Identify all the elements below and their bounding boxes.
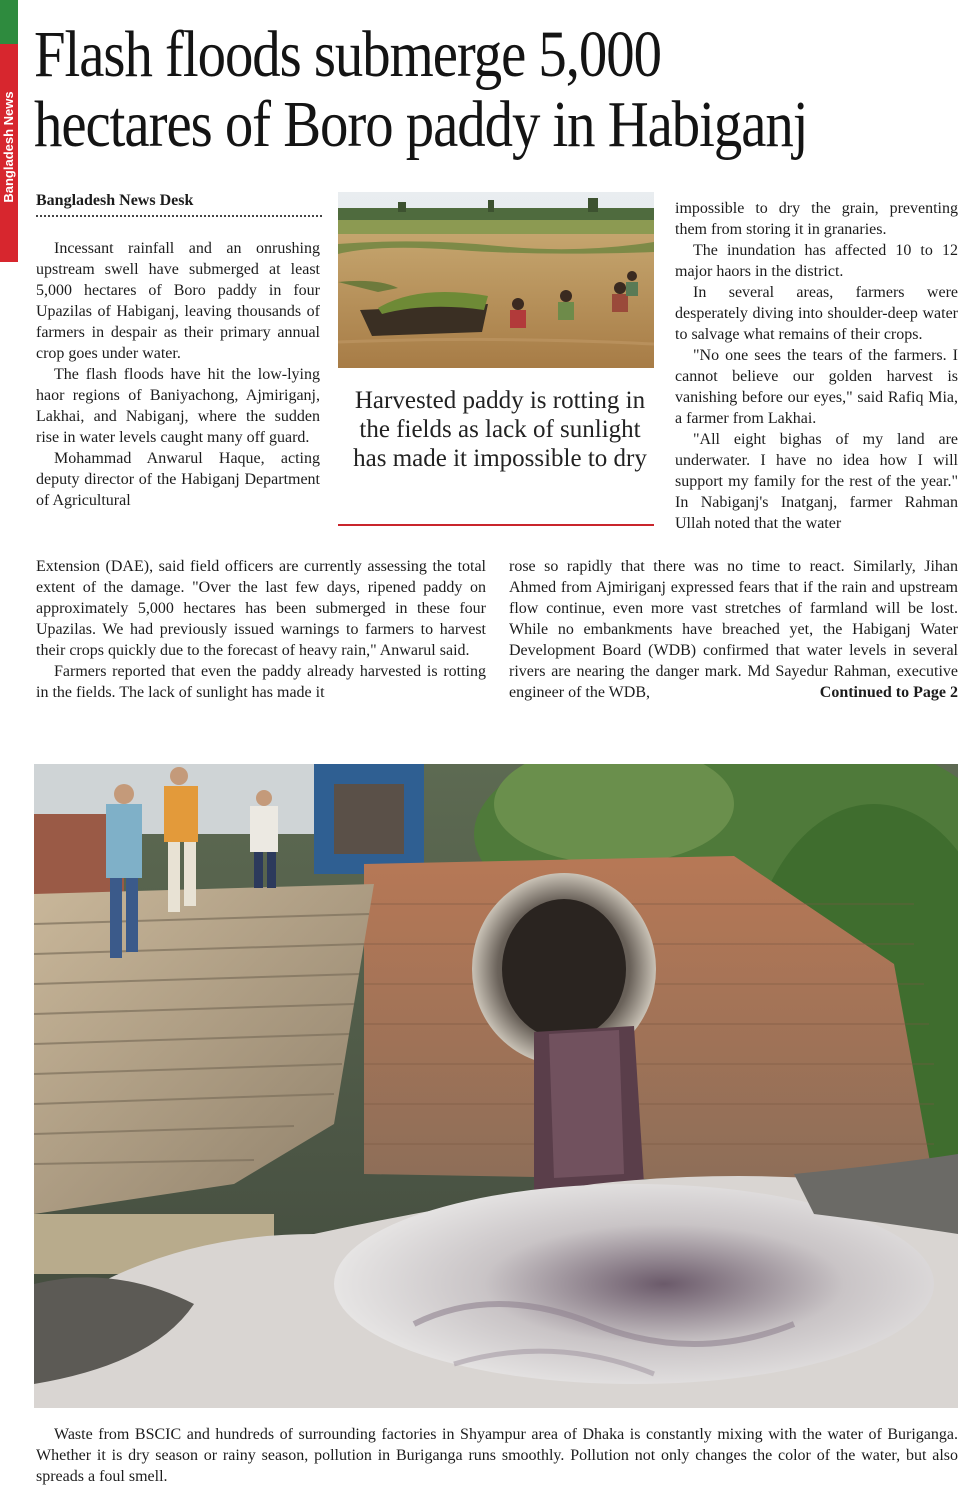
paragraph: "All eight bighas of my land are underwater. I have no idea how I will support my family for the rest of the year." In Nabiganj's Inatganj, farmer Rahman Ullah noted that the water [675, 431, 958, 532]
article-column-3 [675, 198, 958, 534]
article-column-3-continued [509, 556, 958, 703]
continued-to-page-link[interactable]: Continued to Page 2 [819, 684, 958, 701]
headline [34, 20, 834, 160]
byline-divider [36, 215, 322, 217]
paragraph: Farmers reported that even the paddy already harvested is rotting in the fields. The lack of sunlight has made it [36, 663, 486, 701]
photo-caption-text: Waste from BSCIC and hundreds of surrounding factories in Shyampur area of Dhaka is constantly mixing with the water of Buriganga. Whether it is dry season or rainy season, pollution in Buriganga runs smoothly. Pollution not only changes the color of the water, but also spreads a foul smell. [36, 1426, 958, 1485]
section-tab [0, 0, 18, 262]
paragraph: In several areas, farmers were desperately diving into shoulder-deep water to salvage what remains of their crops. [675, 284, 958, 343]
paragraph: impossible to dry the grain, preventing them from storing it in granaries. [675, 200, 958, 238]
flood-farmers-photo [338, 192, 654, 368]
paragraph: Incessant rainfall and an onrushing upstream swell have submerged at least 5,000 hectares of Boro paddy in four Upazilas of Habiganj, leaving thousands of farmers in despair as their primary annual crop goes under water. [36, 240, 320, 362]
article-column-1 [36, 238, 320, 511]
photo-caption [36, 1424, 958, 1487]
paragraph: The inundation has affected 10 to 12 major haors in the district. [675, 242, 958, 280]
headline-line-1: Flash floods submerge 5,000 [34, 18, 661, 91]
paragraph: The flash floods have hit the low-lying haor regions of Baniyachong, Ajmiriganj, Lakhai, and Nabiganj, where the sudden rise in water levels caught many off guard. [36, 366, 320, 446]
pull-quote: Harvested paddy is rotting in the fields as lack of sunlight has made it impossible to dry [353, 387, 647, 472]
headline-line-2: hectares of Boro paddy in Habiganj [34, 88, 808, 161]
pollution-photo-illustration [34, 764, 958, 1408]
article-column-1-continued [36, 556, 486, 703]
paragraph: "No one sees the tears of the farmers. I cannot believe our golden harvest is vanishing before our eyes," said Rafiq Mia, a farmer from Lakhai. [675, 347, 958, 427]
paragraph: rose so rapidly that there was no time to react. Similarly, Jihan Ahmed from Ajmiriganj expressed fears that if the rain and upstream flow continue, even more vast stretches of farmland will be lost. While no embankments have breached yet, the Habiganj Water Development Board (WDB) confirmed that water levels in several rivers are nearing the danger mark. Md Sayedur Rahman, executive engineer of the WDB, [509, 558, 958, 701]
paragraph: Extension (DAE), said field officers are currently assessing the total extent of the damage. "Over the last few days, ripened paddy on approximately 5,000 hectares has been submerged in these four Upazilas. We had previously issued warnings to farmers to harvest their crops quickly due to the forecast of heavy rain," Anwarul said. [36, 558, 486, 659]
pull-quote-rule [338, 524, 654, 526]
flood-photo-illustration [338, 192, 654, 368]
buriganga-pollution-photo [34, 764, 958, 1408]
byline: Bangladesh News Desk [36, 192, 194, 209]
section-label: Bangladesh News [1, 91, 16, 203]
paragraph: Mohammad Anwarul Haque, acting deputy director of the Habiganj Department of Agricultural [36, 450, 320, 509]
